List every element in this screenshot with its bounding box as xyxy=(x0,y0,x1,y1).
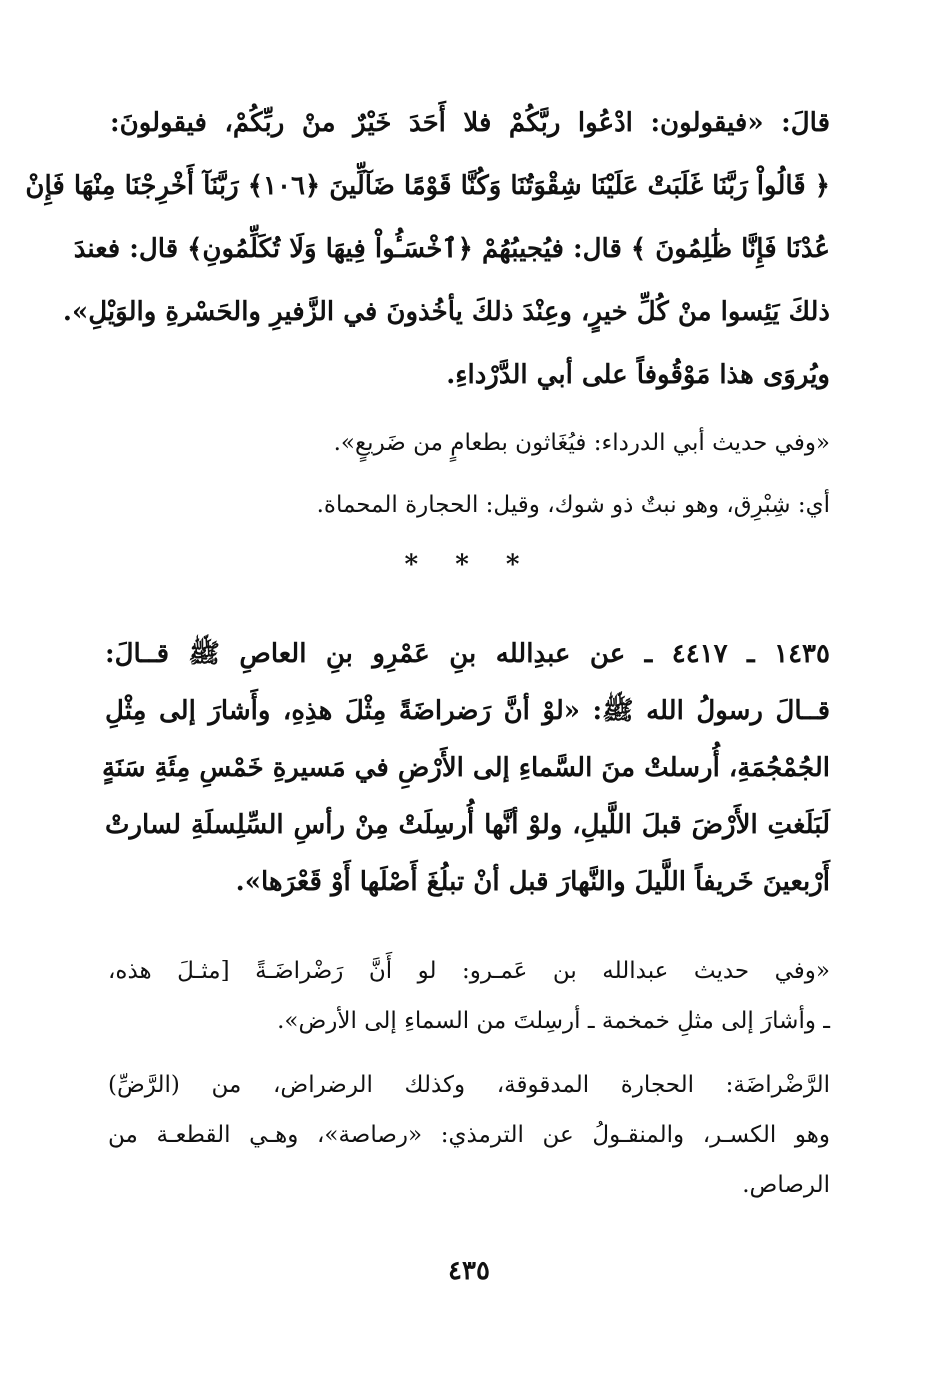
quran-verse-line: ﴿ قَالُواْ رَبَّنَا غَلَبَتْ عَلَيْنَا شِقْوَتُنَا وَكُنَّا قَوْمًا ضَآلِّينَ ﴿١٠٦﴾ رَبَّنَآ أَخْرِجْنَا مِنْهَا فَإِنْ xyxy=(25,171,830,201)
hadith-block xyxy=(102,626,830,911)
text-line: الرصاص. xyxy=(742,1172,830,1198)
text-line: «وفي حديث أبي الدرداء: فيُغَاثون بطعامٍ من ضَريعٍ». xyxy=(333,430,830,456)
text-line: قالَ: «فيقولون: ادْعُوا ربَّكُمْ فلا أَحَدَ خَيْرٌ منْ ربِّكُمْ، فيقولونَ: xyxy=(110,108,830,138)
explanation-block xyxy=(108,946,830,1210)
text-line: «وفي حديث عبدالله بن عَمـرو: لو أَنَّ رَضْراضَـةً [مثـلَ هذه، xyxy=(108,958,830,984)
text-line: أي: شِبْرِق، وهو نبتٌ ذو شوك، وقيل: الحجارة المحماة. xyxy=(316,492,830,518)
hadith-heading-line: ١٤٣٥ ـ ٤٤١٧ ـ عن عبدِالله بنِ عَمْرِو بنِ العاصِ ﷺ قــالَ: xyxy=(105,639,830,669)
text-line: ذلكَ يَئِسوا منْ كُلِّ خيرٍ، وعِنْدَ ذلكَ يأخُذونَ في الزَّفيرِ والحَسْرةِ والوَيْلِ». xyxy=(62,297,830,327)
text-line: الرَّضْراضَة: الحجارة المدقوقة، وكذلك الرضراض، من (الرَّضِّ) xyxy=(108,1072,830,1098)
text-line: وهو الكسـر، والمنقـولُ عن الترمذي: «رصاصة»، وهـي القطعـة من xyxy=(108,1122,830,1148)
section-separator: * * * xyxy=(404,550,534,580)
text-line: قــالَ رسولُ الله ﷺ: «لوْ أنَّ رَضراضَةً مِثْلَ هذِهِ، وأَشارَ إلى مِثْلِ xyxy=(105,696,830,726)
text-line: ويُروَى هذا مَوْقُوفاً على أبي الدَّرْداءِ. xyxy=(446,360,830,390)
quote-block xyxy=(25,92,830,407)
paragraph-gap xyxy=(108,1046,830,1060)
text-line: ـ وأشارَ إلى مثلِ خمخمة ـ أرسِلتَ من السماءِ إلى الأرض». xyxy=(277,1008,830,1034)
text-line: أَرْبعينَ خَريفاً اللَّيلَ والنَّهارَ قبل أنْ تبلُغَ أَصْلَها أَوْ قَعْرَها». xyxy=(235,867,830,897)
text-line: لَبَلَغتِ الأَرْضَ قبلَ اللَّيلِ، ولوْ أنَّها أُرسِلَتْ مِنْ رأسِ السِّلِسلَةِ لسارتْ xyxy=(105,810,830,840)
text-line: الجُمْجُمَةِ، أُرسلتْ منَ السَّماءِ إلى الأَرْضِ في مَسيرةِ خَمْسِ مِئَةِ سَنَةٍ xyxy=(102,753,830,783)
text-line: عُدْنَا فَإِنَّا ظَٰلِمُونَ ﴾ قال: فيُجيبُهُمْ ﴿ٱخْسَـُٔواْ فِيهَا وَلَا تُكَلِّمُونِ﴾ قال: فعندَ xyxy=(73,234,830,264)
page-number: ٤٣٥ xyxy=(448,1256,490,1286)
commentary-block xyxy=(160,418,830,542)
